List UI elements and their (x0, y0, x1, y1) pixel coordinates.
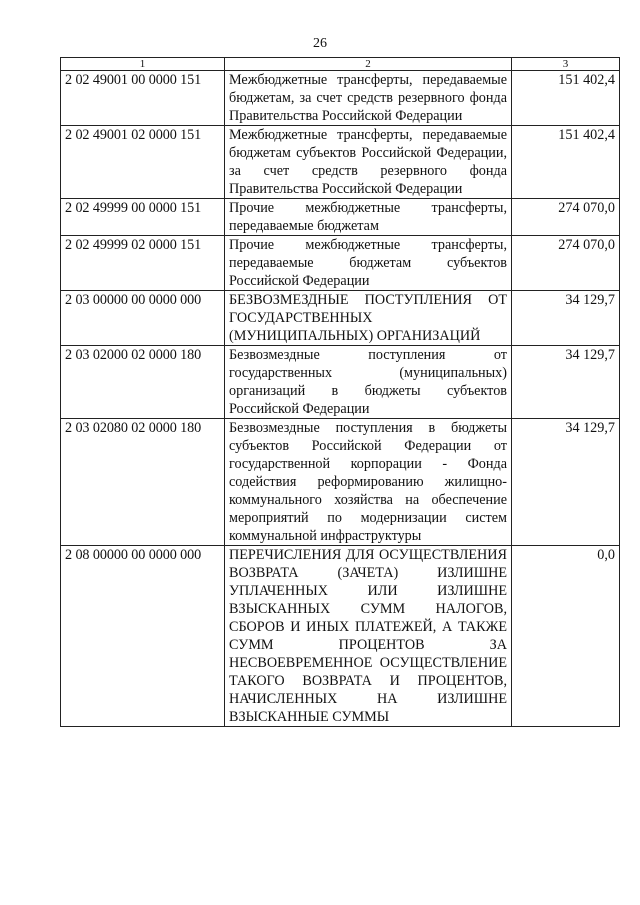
classification-code: 2 02 49001 00 0000 151 (61, 71, 225, 126)
column-header-code: 1 (61, 58, 225, 71)
revenue-amount: 34 129,7 (512, 419, 620, 546)
table-row (61, 71, 620, 126)
table-row (61, 291, 620, 346)
classification-code: 2 03 02080 02 0000 180 (61, 419, 225, 546)
revenue-name: Межбюджетные трансферты, передаваемые бюджетам субъектов Российской Федерации, за счет средств резервного фонда Правительства Российской Федерации (225, 126, 512, 199)
revenue-amount: 151 402,4 (512, 126, 620, 199)
table-row (61, 419, 620, 546)
revenue-name: Прочие межбюджетные трансферты, передаваемые бюджетам (225, 199, 512, 236)
revenue-amount: 34 129,7 (512, 291, 620, 346)
column-header-amount: 3 (512, 58, 620, 71)
revenue-name: ПЕРЕЧИСЛЕНИЯ ДЛЯ ОСУЩЕСТВЛЕНИЯ ВОЗВРАТА (ЗАЧЕТА) ИЗЛИШНЕ УПЛАЧЕННЫХ ИЛИ ИЗЛИШНЕ ВЗЫСКАННЫХ СУММ НАЛОГОВ, СБОРОВ И ИНЫХ ПЛАТЕЖЕЙ, А ТАКЖЕ СУММ ПРОЦЕНТОВ ЗА НЕСВОЕВРЕМЕННОЕ ОСУЩЕСТВЛЕНИЕ ТАКОГО ВОЗВРАТА И ПРОЦЕНТОВ, НАЧИСЛЕННЫХ НА ИЗЛИШНЕ ВЗЫСКАННЫЕ СУММЫ (225, 546, 512, 727)
revenue-amount: 0,0 (512, 546, 620, 727)
page-number: 26 (313, 36, 327, 51)
table-row (61, 236, 620, 291)
revenue-amount: 274 070,0 (512, 236, 620, 291)
table-row (61, 346, 620, 419)
classification-code: 2 03 02000 02 0000 180 (61, 346, 225, 419)
column-header-name: 2 (225, 58, 512, 71)
column-number-row (61, 58, 620, 71)
table-row (61, 199, 620, 236)
classification-code: 2 08 00000 00 0000 000 (61, 546, 225, 727)
classification-code: 2 03 00000 00 0000 000 (61, 291, 225, 346)
revenue-name: Прочие межбюджетные трансферты, передаваемые бюджетам субъектов Российской Федерации (225, 236, 512, 291)
table-row (61, 546, 620, 727)
budget-revenue-table (60, 57, 620, 727)
revenue-name: Безвозмездные поступления от государственных (муниципальных) организаций в бюджеты субъектов Российской Федерации (225, 346, 512, 419)
revenue-amount: 151 402,4 (512, 71, 620, 126)
revenue-amount: 34 129,7 (512, 346, 620, 419)
revenue-name: Безвозмездные поступления в бюджеты субъектов Российской Федерации от государственной корпорации - Фонда содействия реформированию жилищно-коммунального хозяйства на обеспечение мероприятий по модернизации систем коммунальной инфраструктуры (225, 419, 512, 546)
classification-code: 2 02 49999 00 0000 151 (61, 199, 225, 236)
classification-code: 2 02 49999 02 0000 151 (61, 236, 225, 291)
table-row (61, 126, 620, 199)
revenue-name: Межбюджетные трансферты, передаваемые бюджетам, за счет средств резервного фонда Правительства Российской Федерации (225, 71, 512, 126)
revenue-amount: 274 070,0 (512, 199, 620, 236)
classification-code: 2 02 49001 02 0000 151 (61, 126, 225, 199)
revenue-name: БЕЗВОЗМЕЗДНЫЕ ПОСТУПЛЕНИЯ ОТ ГОСУДАРСТВЕННЫХ (МУНИЦИПАЛЬНЫХ) ОРГАНИЗАЦИЙ (225, 291, 512, 346)
